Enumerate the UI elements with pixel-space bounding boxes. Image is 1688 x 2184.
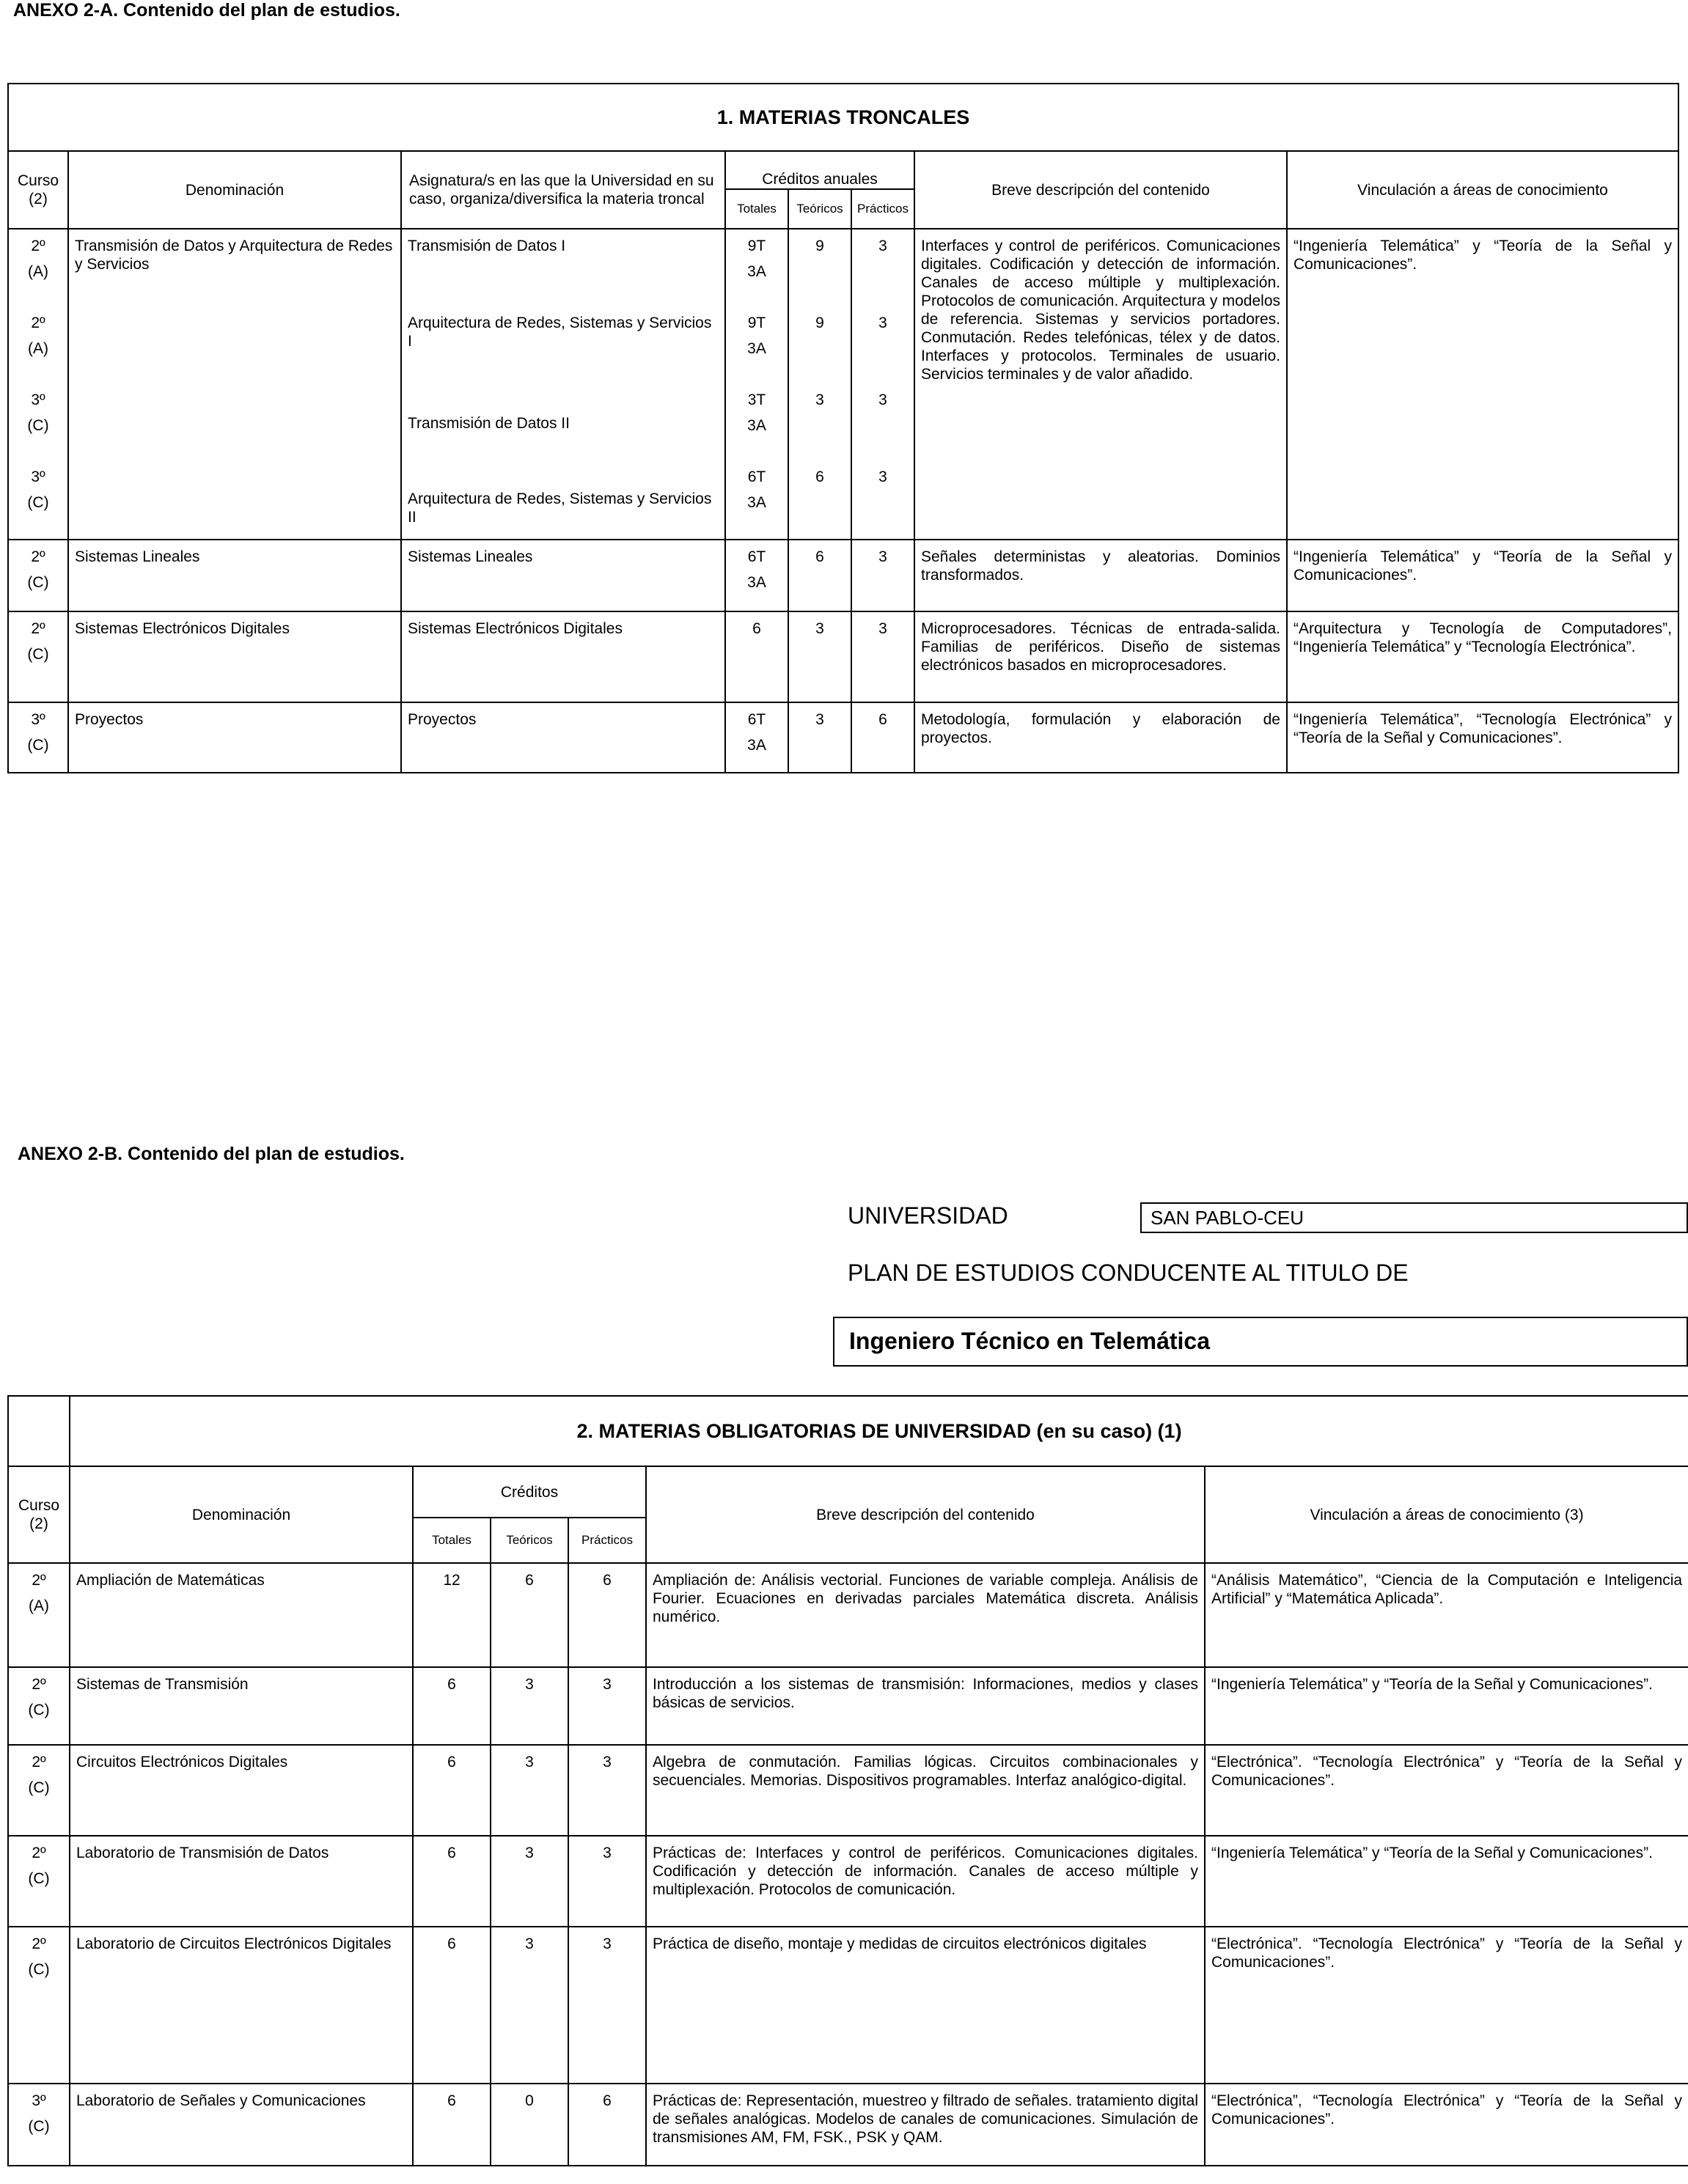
descripcion-cell: Metodología, formulación y elaboración de proyectos. bbox=[914, 702, 1287, 773]
practicos-cell: 3 bbox=[568, 1745, 646, 1836]
vinculacion-cell: “Análisis Matemático”, “Ciencia de la Computación e Inteligencia Artificial” y “Matemática Aplicada”. bbox=[1205, 1563, 1688, 1667]
totales-cell: 6T 3A bbox=[725, 702, 788, 773]
header-denominacion: Denominación bbox=[68, 151, 401, 229]
header-creditos: Créditos bbox=[413, 1466, 646, 1518]
descripcion-cell: Algebra de conmutación. Familias lógicas. Circuitos combinacionales y secuenciales. Memorias. Dispositivos programables. Interfaz analógico-digital. bbox=[646, 1745, 1205, 1836]
teoricos-cell: 0 bbox=[491, 2084, 568, 2166]
teoricos-cell: 3 bbox=[788, 611, 851, 702]
practicos-cell: 3 bbox=[568, 1836, 646, 1927]
curso-group: (A) bbox=[28, 263, 48, 280]
vinculacion-cell: “Electrónica”. “Tecnología Electrónica” y “Teoría de la Señal y Comunicaciones”. bbox=[1205, 1745, 1688, 1836]
teoricos-cell: 3 bbox=[788, 702, 851, 773]
totales-cell: 6 bbox=[725, 611, 788, 702]
curso-cell: 2º (C) bbox=[8, 540, 68, 611]
totales-cell: 6 bbox=[413, 1836, 491, 1927]
descripcion-cell: Introducción a los sistemas de transmisión: Informaciones, medios y clases básicas de servicios. bbox=[646, 1667, 1205, 1745]
curso-cell: 2º (C) bbox=[8, 1927, 70, 2084]
table-row bbox=[8, 229, 1678, 540]
universidad-value: SAN PABLO-CEU bbox=[1140, 1202, 1688, 1233]
annex-b-table bbox=[7, 1395, 1688, 2166]
asignatura-item: Transmisión de Datos I bbox=[408, 238, 566, 254]
annex-a-table bbox=[7, 83, 1679, 773]
header-curso: Curso (2) bbox=[8, 1466, 70, 1563]
totales-cell: 6T 3A bbox=[725, 540, 788, 611]
header-vinculacion: Vinculación a áreas de conocimiento bbox=[1287, 151, 1678, 229]
vinculacion-cell: “Ingeniería Telemática” y “Teoría de la Señal y Comunicaciones”. bbox=[1287, 540, 1678, 611]
descripcion-cell: Interfaces y control de periféricos. Comunicaciones digitales. Codificación y detección de información. Canales de acceso múltiple y multiplexación. Protocolos de comunicación. Arquitectura y modelos de referencia. Sistemas y servicios portadores. Conmutación. Redes telefónicas, télex y de datos. Interfaces y protocolos. Terminales de usuario. Servicios terminales y de valor añadido. bbox=[914, 229, 1287, 540]
header-asignatura: Asignatura/s en las que la Universidad en su caso, organiza/diversifica la materia troncal bbox=[401, 151, 725, 229]
curso-group: (C) bbox=[27, 494, 49, 511]
curso-group: (A) bbox=[28, 340, 48, 357]
table-row bbox=[8, 2084, 1688, 2166]
header-creditos: Créditos anuales bbox=[725, 151, 914, 189]
table-row bbox=[8, 611, 1678, 702]
teoricos-cell: 3 bbox=[491, 1745, 568, 1836]
denominacion-cell: Sistemas de Transmisión bbox=[70, 1667, 413, 1745]
asignatura-cell: Sistemas Lineales bbox=[401, 540, 725, 611]
totales-cell: 6 bbox=[413, 1745, 491, 1836]
totales-cell: 6 bbox=[413, 1667, 491, 1745]
denominacion-cell: Sistemas Lineales bbox=[68, 540, 401, 611]
vinculacion-cell: “Ingeniería Telemática” y “Teoría de la Señal y Comunicaciones”. bbox=[1205, 1836, 1688, 1927]
header-practicos: Prácticos bbox=[851, 189, 914, 229]
curso-cell: 2º (C) bbox=[8, 1667, 70, 1745]
totales-cell: 6 bbox=[413, 1927, 491, 2084]
annex-a-section-title: 1. MATERIAS TRONCALES bbox=[8, 84, 1678, 151]
vinculacion-cell: “Ingeniería Telemática” y “Teoría de la Señal y Comunicaciones”. bbox=[1287, 229, 1678, 540]
denominacion-cell: Laboratorio de Señales y Comunicaciones bbox=[70, 2084, 413, 2166]
table-row bbox=[8, 1563, 1688, 1667]
header-denominacion: Denominación bbox=[70, 1466, 413, 1563]
practicos-cell: 3 bbox=[568, 1927, 646, 2084]
asignatura-cell bbox=[401, 229, 725, 540]
curso-cell: 2º (A) bbox=[8, 1563, 70, 1667]
header-descripcion: Breve descripción del contenido bbox=[646, 1466, 1205, 1563]
table-row bbox=[8, 1667, 1688, 1745]
practicos-cell: 3 bbox=[568, 1667, 646, 1745]
practicos-cell: 3 bbox=[851, 611, 914, 702]
table-row bbox=[8, 702, 1678, 773]
curso-cell: 2º (C) bbox=[8, 611, 68, 702]
practicos-cell: 6 bbox=[568, 2084, 646, 2166]
annex-b-heading: ANEXO 2-B. Contenido del plan de estudios. bbox=[18, 1144, 405, 1164]
totales-cell: 12 bbox=[413, 1563, 491, 1667]
descripcion-cell: Señales deterministas y aleatorias. Dominios transformados. bbox=[914, 540, 1287, 611]
denominacion-cell: Transmisión de Datos y Arquitectura de Redes y Servicios bbox=[68, 229, 401, 540]
vinculacion-cell: “Ingeniería Telemática” y “Teoría de la Señal y Comunicaciones”. bbox=[1205, 1667, 1688, 1745]
teoricos-cell: 3 bbox=[491, 1836, 568, 1927]
descripcion-cell: Prácticas de: Representación, muestreo y filtrado de señales. tratamiento digital de señales analógicas. Modelos de canales de comunicaciones. Simulación de transmisiones AM, FM, FSK., PSK y QAM. bbox=[646, 2084, 1205, 2166]
teoricos-cell: 3 bbox=[491, 1927, 568, 2084]
curso-cell: 2º (C) bbox=[8, 1836, 70, 1927]
vinculacion-cell: “Arquitectura y Tecnología de Computadores”, “Ingeniería Telemática” y “Tecnología Electrónica”. bbox=[1287, 611, 1678, 702]
teoricos-cell: 6 bbox=[491, 1563, 568, 1667]
header-vinculacion: Vinculación a áreas de conocimiento (3) bbox=[1205, 1466, 1688, 1563]
titulo-value: Ingeniero Técnico en Telemática bbox=[833, 1317, 1688, 1367]
curso-value: 2º bbox=[31, 238, 45, 254]
plan-label: PLAN DE ESTUDIOS CONDUCENTE AL TITULO DE bbox=[848, 1260, 1409, 1286]
annex-a-heading: ANEXO 2-A. Contenido del plan de estudios. bbox=[13, 0, 400, 21]
asignatura-item: Arquitectura de Redes, Sistemas y Servicios II bbox=[408, 490, 712, 526]
asignatura-item: Transmisión de Datos II bbox=[408, 415, 570, 432]
table-row bbox=[8, 1745, 1688, 1836]
annex-b-section-title: 2. MATERIAS OBLIGATORIAS DE UNIVERSIDAD (en su caso) (1) bbox=[70, 1396, 1688, 1466]
curso-cell: 2º (C) bbox=[8, 1745, 70, 1836]
practicos-cell: 3 3 3 3 bbox=[851, 229, 914, 540]
vinculacion-cell: “Electrónica”, “Tecnología Electrónica” y “Teoría de la Señal y Comunicaciones”. bbox=[1205, 2084, 1688, 2166]
curso-value: 3º bbox=[31, 468, 45, 485]
header-teoricos: Teóricos bbox=[491, 1518, 568, 1563]
descripcion-cell: Práctica de diseño, montaje y medidas de circuitos electrónicos digitales bbox=[646, 1927, 1205, 2084]
descripcion-cell: Ampliación de: Análisis vectorial. Funciones de variable compleja. Análisis de Fourier. Ecuaciones en derivadas parciales Matemática discreta. Análisis numérico. bbox=[646, 1563, 1205, 1667]
denominacion-cell: Proyectos bbox=[68, 702, 401, 773]
table-row bbox=[8, 1836, 1688, 1927]
header-practicos: Prácticos bbox=[568, 1518, 646, 1563]
curso-value: 3º bbox=[31, 391, 45, 408]
universidad-label: UNIVERSIDAD bbox=[848, 1202, 1008, 1229]
curso-cell bbox=[8, 229, 68, 540]
asignatura-item: Arquitectura de Redes, Sistemas y Servicios I bbox=[408, 315, 712, 350]
asignatura-cell: Proyectos bbox=[401, 702, 725, 773]
teoricos-cell: 3 bbox=[491, 1667, 568, 1745]
denominacion-cell: Circuitos Electrónicos Digitales bbox=[70, 1745, 413, 1836]
header-totales: Totales bbox=[725, 189, 788, 229]
table-row bbox=[8, 540, 1678, 611]
totales-cell: 9T 3A 9T 3A 3T 3A 6T 3A bbox=[725, 229, 788, 540]
header-curso: Curso (2) bbox=[8, 151, 68, 229]
curso-cell: 3º (C) bbox=[8, 2084, 70, 2166]
descripcion-cell: Prácticas de: Interfaces y control de periféricos. Comunicaciones digitales. Codificación y detección de información. Canales de acceso múltiple y multiplexación. Protocolos de comunicación. bbox=[646, 1836, 1205, 1927]
teoricos-cell: 6 bbox=[788, 540, 851, 611]
table-row bbox=[8, 1927, 1688, 2084]
descripcion-cell: Microprocesadores. Técnicas de entrada-salida. Familias de periféricos. Diseño de sistemas electrónicos basados en microprocesadores. bbox=[914, 611, 1287, 702]
denominacion-cell: Laboratorio de Circuitos Electrónicos Digitales bbox=[70, 1927, 413, 2084]
header-descripcion: Breve descripción del contenido bbox=[914, 151, 1287, 229]
denominacion-cell: Laboratorio de Transmisión de Datos bbox=[70, 1836, 413, 1927]
totales-cell: 6 bbox=[413, 2084, 491, 2166]
asignatura-cell: Sistemas Electrónicos Digitales bbox=[401, 611, 725, 702]
practicos-cell: 3 bbox=[851, 540, 914, 611]
denominacion-cell: Sistemas Electrónicos Digitales bbox=[68, 611, 401, 702]
header-teoricos: Teóricos bbox=[788, 189, 851, 229]
curso-group: (C) bbox=[27, 417, 49, 434]
curso-value: 2º bbox=[31, 315, 45, 331]
teoricos-cell: 9 9 3 6 bbox=[788, 229, 851, 540]
curso-cell: 3º (C) bbox=[8, 702, 68, 773]
vinculacion-cell: “Ingeniería Telemática”, “Tecnología Electrónica” y “Teoría de la Señal y Comunicaciones”. bbox=[1287, 702, 1678, 773]
denominacion-cell: Ampliación de Matemáticas bbox=[70, 1563, 413, 1667]
header-totales: Totales bbox=[413, 1518, 491, 1563]
practicos-cell: 6 bbox=[851, 702, 914, 773]
practicos-cell: 6 bbox=[568, 1563, 646, 1667]
vinculacion-cell: “Electrónica”. “Tecnología Electrónica” y “Teoría de la Señal y Comunicaciones”. bbox=[1205, 1927, 1688, 2084]
